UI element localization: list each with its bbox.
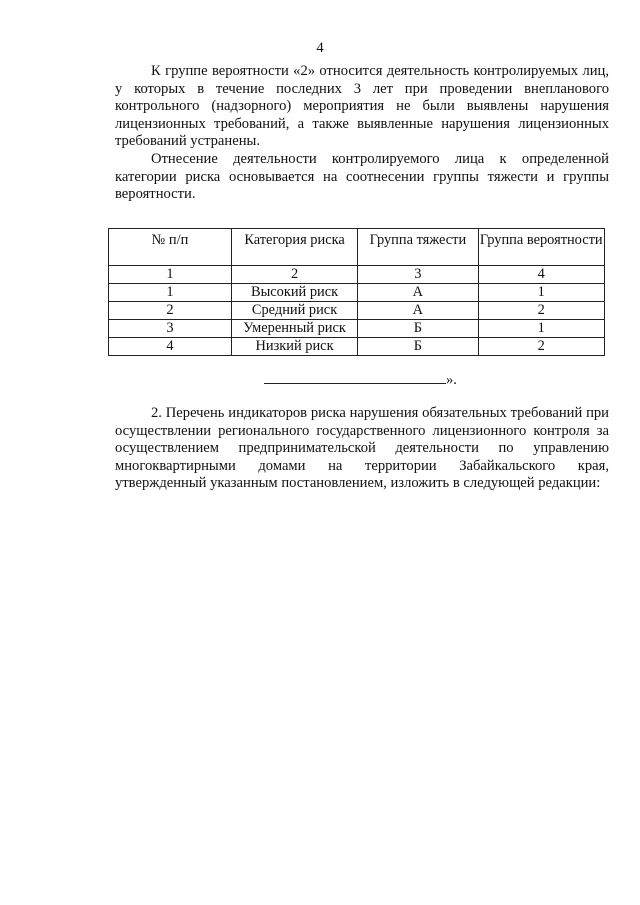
table-cell: 2 <box>478 338 605 356</box>
table-cell: 3 <box>109 320 232 338</box>
table-cell: 1 <box>478 284 605 302</box>
table-cell: 4 <box>109 338 232 356</box>
header-severity-group: Группа тяжести <box>358 229 478 266</box>
table-cell: Умеренный риск <box>231 320 357 338</box>
table-cell: 3 <box>358 266 478 284</box>
risk-category-table <box>108 228 605 356</box>
closing-quote: ». <box>446 372 457 388</box>
paragraph-probability-group-2: К группе вероятности «2» относится деятельность контролируемых лиц, у которых в течение последних 3 лет при проведении внепланового контрольного (надзорного) мероприятия не были выявлены нарушения лицензионных требований, а также выявленные нарушения лицензионных требований устранены. <box>115 63 609 150</box>
table-cell: 4 <box>478 266 605 284</box>
table-cell: 2 <box>231 266 357 284</box>
table-cell: 1 <box>109 266 232 284</box>
paragraph-risk-indicators-list: 2. Перечень индикаторов риска нарушения обязательных требований при осуществлении регионального государственного лицензионного контроля за осуществлением предпринимательской деятельности по управлению многоквартирными домами на территории Забайкальского края, утвержденный указанным постановлением, изложить в следующей редакции: <box>115 405 609 492</box>
table-row <box>109 338 605 356</box>
table-cell: 2 <box>478 302 605 320</box>
table-cell: Средний риск <box>231 302 357 320</box>
header-number: № п/п <box>109 229 232 266</box>
table-header-row <box>109 229 605 266</box>
table-row <box>109 320 605 338</box>
page-number: 4 <box>316 40 324 56</box>
closing-line <box>264 370 457 389</box>
table-row <box>109 284 605 302</box>
paragraph-risk-category-assignment: Отнесение деятельности контролируемого лица к определенной категории риска основывается на соотнесении группы тяжести и группы вероятности. <box>115 151 609 203</box>
underline-blank <box>264 370 446 384</box>
table-cell: Низкий риск <box>231 338 357 356</box>
table-cell: 1 <box>478 320 605 338</box>
header-risk-category: Категория риска <box>231 229 357 266</box>
table-cell: 1 <box>109 284 232 302</box>
table-numbering-row <box>109 266 605 284</box>
table-cell: А <box>358 284 478 302</box>
header-probability-group: Группа вероятности <box>478 229 605 266</box>
table-cell: Б <box>358 320 478 338</box>
table-cell: А <box>358 302 478 320</box>
table-cell: Б <box>358 338 478 356</box>
table-cell: Высокий риск <box>231 284 357 302</box>
table-cell: 2 <box>109 302 232 320</box>
table-row <box>109 302 605 320</box>
